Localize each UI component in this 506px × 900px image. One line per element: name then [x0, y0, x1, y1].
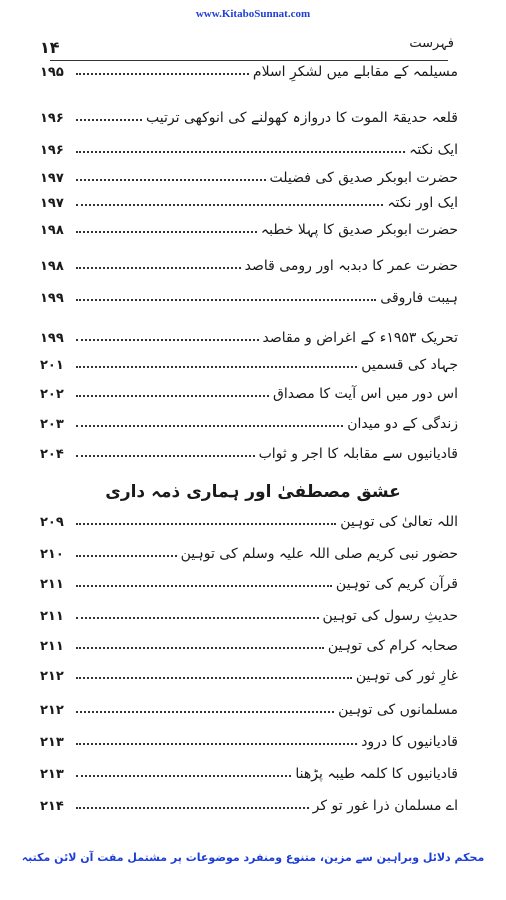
toc-entry — [40, 324, 458, 346]
toc-entry-title: حضور نبی کریم صلی اللہ علیہ وسلم کی توہین — [180, 546, 458, 562]
toc-entry — [40, 252, 458, 274]
toc-entry-page: ۱۹۷ — [40, 171, 64, 186]
toc-entry-page: ۱۹۸ — [40, 223, 64, 238]
toc-entry-page: ۲۱۱ — [40, 639, 64, 654]
toc-entry — [40, 58, 458, 80]
toc-entry — [40, 602, 458, 624]
toc-entry — [40, 189, 458, 211]
site-url[interactable]: www.KitaboSunnat.com — [195, 8, 311, 20]
dot-leader — [76, 150, 405, 153]
toc-entry-title: قادیانیوں کا کلمہ طیبہ پڑھنا — [295, 766, 458, 782]
toc-entry-title: قادیانیوں سے مقابلہ کا اجر و ثواب — [258, 446, 458, 462]
toc-entry-title: ایک نکتہ — [409, 142, 458, 158]
toc-entry-page: ۲۱۳ — [40, 735, 64, 750]
dot-leader — [76, 298, 376, 301]
dot-leader — [76, 365, 357, 368]
toc-entry-title: ہیبت فاروقی — [380, 290, 458, 306]
toc-entry-title: جہاد کی قسمیں — [361, 357, 458, 373]
toc-entry-title: اللہ تعالیٰ کی توہین — [340, 514, 458, 530]
toc-entry-title: قادیانیوں کا درود — [361, 734, 458, 750]
dot-leader — [76, 646, 324, 649]
toc-entry-page: ۱۹۵ — [40, 65, 64, 80]
dot-leader — [76, 424, 343, 427]
dot-leader — [76, 266, 241, 269]
toc-entry-title: مسلمانوں کی توہین — [338, 702, 458, 718]
toc-entry-page: ۲۱۲ — [40, 669, 64, 684]
toc-entry — [40, 380, 458, 402]
toc-entry-title: صحابہ کرام کی توہین — [327, 638, 458, 654]
toc-entry — [40, 632, 458, 654]
dot-leader — [76, 774, 291, 777]
toc-entry-page: ۲۱۳ — [40, 767, 64, 782]
toc-entry-page: ۱۹۹ — [40, 331, 64, 346]
page-number: ۱۴ — [40, 38, 60, 57]
dot-leader — [76, 616, 319, 619]
toc-entry — [40, 410, 458, 432]
toc-entry-title: زندگی کے دو میدان — [347, 416, 458, 432]
toc-entry — [40, 792, 458, 814]
toc-entry-title: حضرت ابوبکر صدیق کا پہلا خطبہ — [260, 222, 458, 238]
toc-entry-page: ۱۹۷ — [40, 196, 64, 211]
page-title: فہرست — [409, 36, 454, 51]
toc-entry-page: ۱۹۶ — [40, 143, 64, 158]
toc-entry-title: حضرت عمر کا دبدبہ اور رومی قاصد — [244, 258, 458, 274]
toc-entry-page: ۱۹۶ — [40, 111, 64, 126]
toc-entry-page: ۱۹۸ — [40, 259, 64, 274]
dot-leader — [76, 554, 177, 557]
dot-leader — [76, 806, 309, 809]
toc-entry-page: ۲۰۳ — [40, 417, 64, 432]
toc-entry — [40, 164, 458, 186]
footer-text: محکم دلائل وبراہین سے مزین، متنوع ومنفرد موضوعات پر مشتمل مفت آن لائن مکتبہ — [21, 851, 485, 864]
toc-entry — [40, 570, 458, 592]
dot-leader — [76, 710, 334, 713]
dot-leader — [76, 584, 332, 587]
toc-entry — [40, 760, 458, 782]
toc-entry-title: مسیلمہ کے مقابلے میں لشکرِ اسلام — [252, 64, 458, 80]
toc-entry-page: ۲۱۱ — [40, 609, 64, 624]
toc-entry-title: قلعہ حدیقۃ الموت کا دروازہ کھولنے کی انوکھی ترتیب — [146, 110, 458, 126]
dot-leader — [76, 118, 142, 121]
dot-leader — [76, 454, 255, 457]
toc-entry-title: ایک اور نکتہ — [387, 195, 458, 211]
dot-leader — [76, 676, 352, 679]
toc-entry — [40, 136, 458, 158]
toc-entry-page: ۲۰۲ — [40, 387, 64, 402]
toc-entry — [40, 728, 458, 750]
toc-entry-page: ۲۰۱ — [40, 358, 64, 373]
toc-entry-page: ۱۹۹ — [40, 291, 64, 306]
toc-entry-title: قرآن کریم کی توہین — [335, 576, 458, 592]
dot-leader — [76, 72, 249, 75]
toc-entry — [40, 696, 458, 718]
toc-entry — [40, 508, 458, 530]
dot-leader — [76, 178, 266, 181]
dot-leader — [76, 338, 259, 341]
toc-entry-title: تحریک ۱۹۵۳ء کے اغراض و مقاصد — [262, 330, 458, 346]
toc-entry-page: ۲۱۲ — [40, 703, 64, 718]
toc-entry-page: ۲۰۹ — [40, 515, 64, 530]
toc-entry — [40, 216, 458, 238]
dot-leader — [76, 203, 383, 206]
toc-entry-page: ۲۱۱ — [40, 577, 64, 592]
toc-entry-title: حدیثِ رسول کی توہین — [322, 608, 458, 624]
toc-entry-title: اس دور میں اس آیت کا مصداق — [272, 386, 458, 402]
dot-leader — [76, 742, 357, 745]
toc-entry-title: اے مسلمان ذرا غور تو کر — [312, 798, 458, 814]
toc-entry-title: غارِ ثور کی توہین — [355, 668, 458, 684]
toc-entry — [40, 540, 458, 562]
toc-entry — [40, 440, 458, 462]
dot-leader — [76, 394, 269, 397]
toc-entry — [40, 284, 458, 306]
section-heading: عشق مصطفیٰ اور ہماری ذمہ داری — [105, 482, 401, 502]
toc-entry — [40, 351, 458, 373]
toc-entry-page: ۲۱۴ — [40, 799, 64, 814]
dot-leader — [76, 230, 257, 233]
dot-leader — [76, 522, 336, 525]
toc-entry-page: ۲۱۰ — [40, 547, 64, 562]
toc-entry — [40, 662, 458, 684]
toc-entry — [40, 104, 458, 126]
toc-entry-title: حضرت ابوبکر صدیق کی فضیلت — [269, 170, 458, 186]
toc-entry-page: ۲۰۴ — [40, 447, 64, 462]
